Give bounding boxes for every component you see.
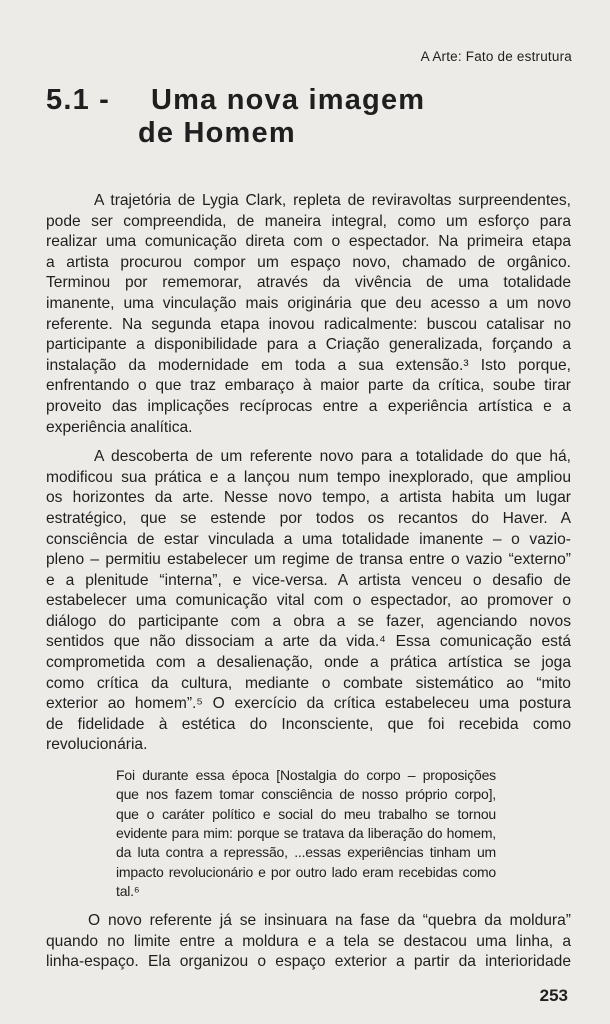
- chapter-title-line1: Uma nova imagem: [151, 84, 426, 116]
- text-line: pleno – permitiu estabelecer um regime de transa entre o vazio “externo”: [46, 551, 571, 569]
- body-text: [46, 191, 571, 973]
- text-line: referente. Na segunda etapa inovou radicalmente: buscou catalisar no: [46, 315, 571, 333]
- quote-line: que o caráter político e social do meu trabalho se tornou: [116, 805, 496, 822]
- text-line: Terminou por rememorar, através da vivência de uma totalidade: [46, 274, 571, 292]
- text-line: de fidelidade à estética do Inconsciente, que foi recebida como: [46, 715, 571, 733]
- text-line: A trajetória de Lygia Clark, repleta de reviravoltas surpreendentes,: [94, 192, 571, 209]
- chapter-number: 5.1 -: [46, 84, 111, 116]
- text-line: proveito das implicações recíprocas entre a experiência artística e a: [46, 397, 571, 415]
- text-line: a artista procurou compor um espaço novo, chamado de orgânico.: [46, 253, 571, 271]
- chapter-title-line2: de Homem: [138, 117, 296, 149]
- text-line: os horizontes da arte. Nesse novo tempo, a artista habita um lugar: [46, 489, 571, 507]
- quote-line: Foi durante essa época [Nostalgia do corpo – proposições: [116, 767, 496, 784]
- text-line: O novo referente já se insinuara na fase da “quebra da moldura”: [88, 912, 571, 930]
- quote-line: evidente para mim: porque se tratava da liberação do homem,: [116, 824, 496, 841]
- paragraph-2: [46, 447, 571, 756]
- text-line: A descoberta de um referente novo para a totalidade do que há,: [94, 448, 571, 466]
- paragraph-3: [46, 911, 571, 973]
- paragraph-1: [46, 191, 571, 438]
- page-number: 253: [539, 986, 568, 1005]
- text-line: instalação da modernidade em toda a sua extensão.³ Isto porque,: [46, 356, 571, 374]
- text-line: estabelecer uma comunicação vital com o espectador, ao promover o: [46, 592, 571, 610]
- text-line: estratégico, que se estende por todos os recantos do Haver. A: [46, 509, 571, 527]
- text-line: diálogo do participante com a obra a se fazer, agenciando novos: [46, 612, 571, 630]
- text-line: quando no limite entre a moldura e a tela se destacou uma linha, a: [46, 932, 571, 950]
- text-line: comprometida com a desalienação, onde a prática artística se joga: [46, 654, 571, 672]
- text-line: modificou sua prática e a lançou num tempo inexplorado, que ampliou: [46, 468, 571, 486]
- text-line: participante a disponibilidade para a Criação generalizada, forçando a: [46, 336, 571, 354]
- text-line: sentidos que não dissociam a arte da vida.⁴ Essa comunicação está: [46, 633, 571, 651]
- text-line: revolucionária.: [46, 736, 148, 754]
- text-line: pode ser compreendida, de maneira integral, como um esforço para: [46, 212, 571, 230]
- quote-line: da luta contra a repressão, ...essas experiências tinham um: [116, 844, 496, 861]
- text-line: e a plenitude “interna”, e vice-versa. A artista venceu o desafio de: [46, 571, 571, 589]
- text-line: imanente, uma vinculação mais originária que deu acesso a um novo: [46, 294, 571, 312]
- block-quote: [116, 766, 496, 901]
- running-head: A Arte: Fato de estrutura: [420, 49, 572, 64]
- text-line: enfrentando o que traz embaraço à maior parte da crítica, soube tirar: [46, 377, 571, 395]
- text-line: experiência analítica.: [46, 418, 193, 436]
- text-line: consciência de estar vinculada a uma totalidade imanente – o vazio-: [46, 530, 571, 548]
- text-line: como crítica da cultura, mediante o combate sistemático ao “mito: [46, 674, 571, 692]
- text-line: linha-espaço. Ela organizou o espaço exterior a partir da interioridade: [46, 953, 571, 971]
- quote-line: impacto revolucionário e por outro lado eram recebidas como: [116, 863, 496, 880]
- text-line: exterior ao homem”.⁵ O exercício da crítica estabeleceu uma postura: [46, 695, 571, 713]
- quote-line: que nos fazem tomar consciência de nosso próprio corpo],: [116, 786, 496, 803]
- text-line: realizar uma comunicação direta com o espectador. Na primeira etapa: [46, 233, 571, 251]
- quote-line: tal.⁶: [116, 882, 140, 899]
- chapter-title: [46, 84, 425, 150]
